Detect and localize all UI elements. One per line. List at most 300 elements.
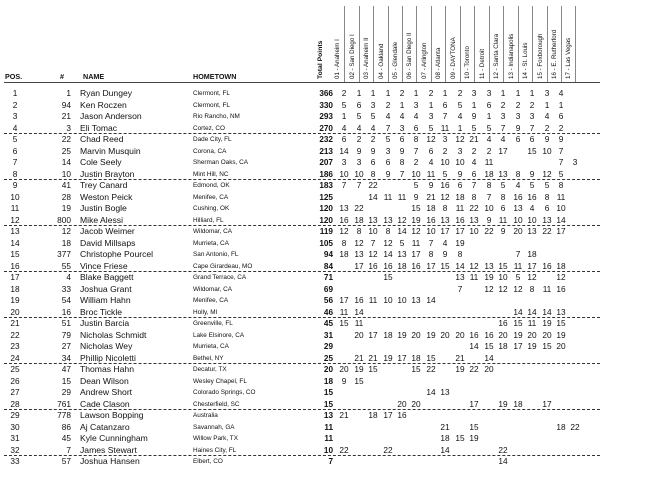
round-result-cell: 21 — [368, 352, 378, 363]
round-result-cell: 12 — [556, 272, 566, 282]
round-result-cell: 6 — [544, 203, 550, 213]
round-result-cell: 5 — [428, 122, 434, 133]
round-result-cell: 9 — [515, 122, 521, 133]
hometown-cell: Menifee, CA — [193, 297, 229, 304]
round-result-cell: 11 — [440, 122, 450, 133]
number-cell: 22 — [61, 134, 71, 144]
column-divider — [373, 6, 374, 82]
round-result-cell: 16 — [455, 214, 465, 225]
round-result-cell: 1 — [399, 99, 405, 110]
round-result-cell: 17 — [498, 145, 508, 156]
total-points-cell: 29 — [323, 342, 333, 351]
number-cell: 54 — [61, 295, 71, 305]
round-result-cell: 17 — [556, 226, 566, 236]
round-result-cell: 19 — [556, 329, 566, 340]
round-result-cell: 9 — [529, 168, 535, 179]
round-result-cell: 5 — [515, 272, 521, 282]
round-result-cell: 22 — [469, 364, 479, 374]
position-cell: 24 — [10, 352, 20, 363]
round-result-cell: 3 — [529, 111, 535, 121]
round-result-cell: 2 — [428, 88, 434, 98]
round-result-cell: 18 — [556, 260, 566, 271]
round-result-cell: 2 — [558, 122, 564, 133]
round-result-cell: 14 — [426, 295, 436, 305]
round-result-cell: 4 — [341, 122, 347, 133]
number-cell: 7 — [66, 444, 71, 455]
round-result-cell: 8 — [413, 134, 419, 144]
round-result-cell: 2 — [356, 134, 362, 144]
hometown-cell: San Antonio, FL — [193, 251, 239, 258]
number-cell: 12 — [61, 226, 71, 236]
hometown-cell: Clermont, FL — [193, 101, 230, 109]
total-points-cell: 18 — [323, 376, 333, 386]
table-row — [0, 157, 660, 168]
round-result-cell: 16 — [339, 214, 349, 225]
total-points-cell: 270 — [319, 123, 333, 133]
table-row — [0, 203, 660, 214]
round-result-cell: 10 — [426, 226, 436, 236]
position-cell: 3 — [12, 111, 18, 121]
round-result-cell: 13 — [498, 168, 508, 179]
round-result-cell: 17 — [527, 260, 537, 271]
round-result-cell: 5 — [486, 122, 492, 133]
column-divider — [344, 6, 345, 82]
round-result-cell: 18 — [339, 249, 349, 259]
rider-name-cell: William Hahn — [80, 295, 131, 305]
round-result-cell: 19 — [484, 272, 494, 282]
round-header: 11 - Detroit — [479, 48, 486, 79]
round-result-cell: 19 — [426, 329, 436, 340]
number-cell: 45 — [61, 433, 71, 443]
round-result-cell: 20 — [397, 398, 407, 409]
number-cell: 761 — [57, 398, 71, 409]
round-result-cell: 15 — [368, 364, 378, 374]
round-header: 16 - E. Rutherford — [551, 29, 558, 79]
position-cell: 20 — [10, 306, 20, 317]
round-result-cell: 10 — [527, 214, 537, 225]
position-cell: 33 — [10, 456, 20, 466]
number-cell: 800 — [57, 214, 71, 225]
round-result-cell: 9 — [457, 168, 463, 179]
round-result-cell: 6 — [399, 134, 405, 144]
position-cell: 6 — [12, 145, 18, 156]
round-result-cell: 2 — [385, 99, 391, 110]
round-result-cell: 8 — [442, 203, 448, 213]
position-cell: 8 — [12, 168, 18, 179]
round-result-cell: 5 — [356, 111, 362, 121]
table-row — [0, 215, 660, 226]
column-divider — [489, 6, 490, 82]
hometown-cell: Clermont, FL — [193, 90, 230, 97]
position-cell: 9 — [12, 180, 18, 190]
round-result-cell: 18 — [411, 352, 421, 363]
round-result-cell: 2 — [486, 145, 492, 156]
round-result-cell: 1 — [471, 99, 477, 110]
round-result-cell: 2 — [515, 99, 521, 110]
round-result-cell: 1 — [385, 88, 391, 98]
column-divider — [445, 6, 446, 82]
round-result-cell: 19 — [469, 433, 479, 443]
position-cell: 5 — [12, 134, 18, 144]
round-result-cell: 3 — [356, 157, 362, 167]
round-result-cell: 14 — [397, 226, 407, 236]
round-result-cell: 19 — [455, 237, 465, 248]
round-result-cell: 7 — [385, 122, 391, 133]
round-result-cell: 16 — [542, 260, 552, 271]
round-result-cell: 1 — [356, 88, 362, 98]
number-cell: 10 — [61, 168, 71, 179]
round-result-cell: 3 — [544, 88, 550, 98]
hometown-cell: Bethel, NY — [193, 354, 224, 362]
position-cell: 13 — [10, 226, 20, 236]
table-row — [0, 111, 660, 122]
round-result-cell: 17 — [440, 226, 450, 236]
round-result-cell: 14 — [339, 145, 349, 156]
rider-name-cell: Nicholas Schmidt — [80, 329, 147, 340]
total-points-cell: 10 — [323, 445, 333, 455]
position-cell: 11 — [10, 203, 20, 213]
hometown-cell: Willow Park, TX — [193, 435, 238, 442]
round-result-cell: 21 — [455, 352, 465, 363]
round-result-cell: 10 — [397, 295, 407, 305]
round-result-cell: 3 — [457, 145, 463, 156]
round-result-cell: 8 — [500, 191, 506, 202]
round-result-cell: 17 — [354, 260, 364, 271]
round-result-cell: 7 — [515, 249, 521, 259]
round-result-cell: 18 — [426, 203, 436, 213]
round-result-cell: 15 — [411, 364, 421, 374]
round-result-cell: 21 — [426, 191, 436, 202]
round-result-cell: 17 — [513, 341, 523, 351]
round-result-cell: 2 — [500, 99, 506, 110]
total-points-cell: 120 — [319, 204, 333, 213]
round-result-cell: 6 — [457, 180, 463, 190]
round-result-cell: 17 — [397, 352, 407, 363]
round-result-cell: 16 — [484, 329, 494, 340]
round-result-cell: 3 — [471, 88, 477, 98]
total-points-cell: 213 — [319, 146, 333, 156]
rider-name-cell: Andrew Short — [80, 387, 133, 397]
round-result-cell: 8 — [341, 237, 347, 248]
round-result-cell: 3 — [500, 111, 506, 121]
header-pos: POS. — [5, 72, 23, 81]
position-cell: 23 — [10, 341, 20, 351]
round-result-cell: 2 — [457, 88, 463, 98]
round-result-cell: 6 — [370, 157, 376, 167]
round-result-cell: 11 — [397, 191, 407, 202]
round-result-cell: 1 — [558, 99, 564, 110]
round-result-cell: 3 — [341, 157, 347, 167]
column-divider — [547, 6, 548, 82]
round-result-cell: 16 — [368, 260, 378, 271]
round-result-cell: 20 — [513, 226, 523, 236]
total-points-cell: 15 — [323, 388, 333, 397]
round-result-cell: 11 — [513, 260, 523, 271]
total-points-cell: 20 — [323, 365, 333, 374]
table-row — [0, 134, 660, 145]
table-row — [0, 238, 660, 249]
round-result-cell: 10 — [542, 145, 552, 156]
position-cell: 17 — [10, 272, 20, 282]
round-result-cell: 15 — [527, 145, 537, 156]
round-result-cell: 11 — [556, 191, 566, 202]
round-result-cell: 13 — [368, 214, 378, 225]
position-cell: 26 — [10, 375, 20, 386]
column-divider — [561, 6, 562, 82]
round-result-cell: 9 — [500, 226, 506, 236]
round-result-cell: 1 — [341, 111, 347, 121]
round-result-cell: 8 — [428, 249, 434, 259]
round-result-cell: 20 — [411, 329, 421, 340]
total-points-cell: 84 — [323, 261, 333, 271]
hometown-cell: Murrieta, CA — [193, 239, 229, 247]
round-result-cell: 14 — [498, 456, 508, 466]
table-row — [0, 123, 660, 134]
round-result-cell: 6 — [529, 134, 535, 144]
round-result-cell: 20 — [556, 341, 566, 351]
round-result-cell: 9 — [544, 134, 550, 144]
round-result-cell: 2 — [529, 99, 535, 110]
total-points-cell: 293 — [319, 112, 333, 121]
round-result-cell: 1 — [413, 88, 419, 98]
table-row — [0, 376, 660, 387]
round-result-cell: 12 — [368, 249, 378, 259]
round-result-cell: 15 — [469, 421, 479, 432]
round-result-cell: 22 — [498, 444, 508, 455]
round-result-cell: 3 — [385, 145, 391, 156]
round-result-cell: 12 — [383, 237, 393, 248]
round-result-cell: 19 — [455, 364, 465, 374]
hometown-cell: Mint Hill, NC — [193, 170, 229, 178]
table-row — [0, 445, 660, 456]
round-result-cell: 1 — [486, 111, 492, 121]
round-result-cell: 11 — [484, 157, 494, 167]
hometown-cell: Haines City, FL — [193, 446, 237, 454]
round-result-cell: 20 — [484, 364, 494, 374]
column-divider — [518, 6, 519, 82]
table-row — [0, 318, 660, 329]
column-divider — [416, 6, 417, 82]
round-result-cell: 12 — [339, 226, 349, 236]
round-result-cell: 18 — [383, 329, 393, 340]
round-result-cell: 2 — [370, 134, 376, 144]
round-result-cell: 4 — [442, 237, 448, 248]
round-result-cell: 13 — [556, 306, 566, 317]
rider-name-cell: Eli Tomac — [80, 122, 118, 133]
round-result-cell: 3 — [515, 111, 521, 121]
round-result-cell: 9 — [370, 145, 376, 156]
round-header: 03 - Anaheim II — [363, 37, 370, 79]
round-result-cell: 16 — [397, 410, 407, 420]
number-cell: 3 — [66, 122, 71, 133]
round-result-cell: 11 — [354, 318, 364, 328]
column-divider — [402, 6, 403, 82]
number-cell: 778 — [57, 410, 71, 420]
round-result-cell: 1 — [529, 88, 535, 98]
table-row — [0, 249, 660, 260]
total-points-cell: 183 — [319, 181, 333, 190]
position-cell: 10 — [10, 191, 20, 202]
round-result-cell: 5 — [457, 99, 463, 110]
round-result-cell: 12 — [469, 260, 479, 271]
round-result-cell: 19 — [498, 398, 508, 409]
rider-name-cell: Trey Canard — [80, 180, 128, 190]
number-cell: 94 — [61, 99, 71, 110]
round-result-cell: 15 — [498, 260, 508, 271]
position-cell: 15 — [10, 249, 20, 259]
position-cell: 32 — [10, 444, 20, 455]
table-row — [0, 226, 660, 237]
round-result-cell: 2 — [442, 145, 448, 156]
round-result-cell: 22 — [469, 203, 479, 213]
round-result-cell: 11 — [411, 237, 421, 248]
round-result-cell: 15 — [455, 433, 465, 443]
round-result-cell: 17 — [383, 410, 393, 420]
rider-name-cell: Phillip Nicoletti — [80, 352, 136, 363]
round-header: 02 - San Diego I — [349, 34, 356, 79]
hometown-cell: Colorado Springs, CO — [193, 389, 256, 396]
round-result-cell: 20 — [527, 329, 537, 340]
round-result-cell: 22 — [484, 226, 494, 236]
round-result-cell: 6 — [486, 99, 492, 110]
round-result-cell: 1 — [457, 122, 463, 133]
rider-name-cell: Jason Anderson — [80, 111, 142, 121]
round-result-cell: 19 — [354, 364, 364, 374]
round-result-cell: 5 — [385, 134, 391, 144]
round-result-cell: 5 — [529, 180, 535, 190]
round-header: 12 - Santa Clara — [493, 33, 500, 79]
rider-name-cell: Joshua Grant — [80, 283, 132, 294]
position-cell: 29 — [10, 410, 20, 420]
table-row — [0, 180, 660, 191]
round-result-cell: 2 — [341, 88, 347, 98]
round-result-cell: 6 — [471, 168, 477, 179]
table-row — [0, 433, 660, 444]
round-header: 06 - San Diego II — [406, 32, 413, 79]
round-result-cell: 22 — [354, 203, 364, 213]
number-cell: 55 — [61, 260, 71, 271]
round-result-cell: 8 — [385, 226, 391, 236]
round-result-cell: 8 — [356, 226, 362, 236]
column-divider — [359, 6, 360, 82]
total-points-cell: 125 — [319, 192, 333, 202]
rider-name-cell: Cade Clason — [80, 398, 130, 409]
total-points-cell: 13 — [323, 411, 333, 420]
hometown-cell: Cape Girardeau, MO — [193, 262, 253, 270]
table-row — [0, 295, 660, 306]
round-result-cell: 10 — [556, 203, 566, 213]
column-divider — [460, 6, 461, 82]
hometown-cell: Elbert, CO — [193, 458, 223, 465]
round-result-cell: 13 — [354, 249, 364, 259]
round-result-cell: 5 — [500, 180, 506, 190]
number-cell: 33 — [61, 283, 71, 294]
total-points-cell: 186 — [319, 169, 333, 179]
total-points-cell: 232 — [319, 135, 333, 144]
round-result-cell: 1 — [515, 88, 521, 98]
round-result-cell: 9 — [356, 145, 362, 156]
total-points-cell: 119 — [319, 227, 333, 236]
number-cell: 14 — [61, 157, 71, 167]
round-result-cell: 15 — [440, 260, 450, 271]
round-header: 13 - Indianapolis — [508, 33, 515, 79]
rider-name-cell: Aj Catanzaro — [80, 421, 130, 432]
column-divider — [503, 6, 504, 82]
round-result-cell: 19 — [542, 318, 552, 328]
round-result-cell: 17 — [426, 260, 436, 271]
number-cell: 377 — [57, 249, 71, 259]
round-result-cell: 13 — [383, 214, 393, 225]
round-result-cell: 9 — [428, 180, 434, 190]
rider-name-cell: Marvin Musquin — [80, 145, 141, 156]
position-cell: 12 — [10, 214, 20, 225]
hometown-cell: Dade City, FL — [193, 136, 232, 143]
round-result-cell: 21 — [440, 421, 450, 432]
hometown-cell: Corona, CA — [193, 147, 227, 155]
rider-name-cell: Broc Tickle — [80, 306, 123, 317]
round-result-cell: 16 — [513, 191, 523, 202]
round-result-cell: 4 — [515, 180, 521, 190]
round-result-cell: 16 — [556, 283, 566, 294]
round-result-cell: 18 — [397, 260, 407, 271]
rider-name-cell: Dean Wilson — [80, 375, 129, 386]
round-result-cell: 21 — [339, 410, 349, 420]
table-row — [0, 387, 660, 398]
round-result-cell: 12 — [440, 191, 450, 202]
round-result-cell: 2 — [544, 122, 550, 133]
round-result-cell: 8 — [457, 249, 463, 259]
number-cell: 47 — [61, 364, 71, 374]
header-hometown: HOMETOWN — [193, 72, 237, 81]
column-divider — [532, 6, 533, 82]
round-result-cell: 21 — [469, 134, 479, 144]
round-result-cell: 1 — [428, 99, 434, 110]
round-result-cell: 14 — [556, 214, 566, 225]
round-result-cell: 18 — [455, 191, 465, 202]
round-result-cell: 9 — [442, 249, 448, 259]
round-result-cell: 1 — [544, 99, 550, 110]
table-row — [0, 341, 660, 352]
table-row — [0, 284, 660, 295]
round-result-cell: 3 — [486, 88, 492, 98]
round-result-cell: 7 — [558, 145, 564, 156]
position-cell: 28 — [10, 398, 20, 409]
total-points-cell: 11 — [324, 422, 333, 432]
round-result-cell: 7 — [442, 111, 448, 121]
rider-name-cell: James Stewart — [80, 444, 137, 455]
round-result-cell: 11 — [383, 191, 393, 202]
round-result-cell: 18 — [354, 214, 364, 225]
round-result-cell: 14 — [455, 260, 465, 271]
round-result-cell: 7 — [529, 122, 535, 133]
round-result-cell: 20 — [339, 364, 349, 374]
round-result-cell: 17 — [411, 249, 421, 259]
hometown-cell: Greenville, FL — [193, 320, 233, 327]
round-result-cell: 16 — [411, 260, 421, 271]
round-result-cell: 22 — [426, 364, 436, 374]
table-row — [0, 364, 660, 375]
header-number: # — [60, 72, 64, 81]
round-result-cell: 8 — [515, 168, 521, 179]
round-result-cell: 11 — [527, 318, 537, 328]
round-result-cell: 11 — [469, 272, 479, 282]
rider-name-cell: Justin Barcia — [80, 318, 130, 328]
round-result-cell: 13 — [339, 203, 349, 213]
round-result-cell: 2 — [399, 88, 405, 98]
hometown-cell: Edmond, OK — [193, 182, 230, 189]
round-result-cell: 14 — [513, 306, 523, 317]
round-result-cell: 9 — [486, 214, 492, 225]
